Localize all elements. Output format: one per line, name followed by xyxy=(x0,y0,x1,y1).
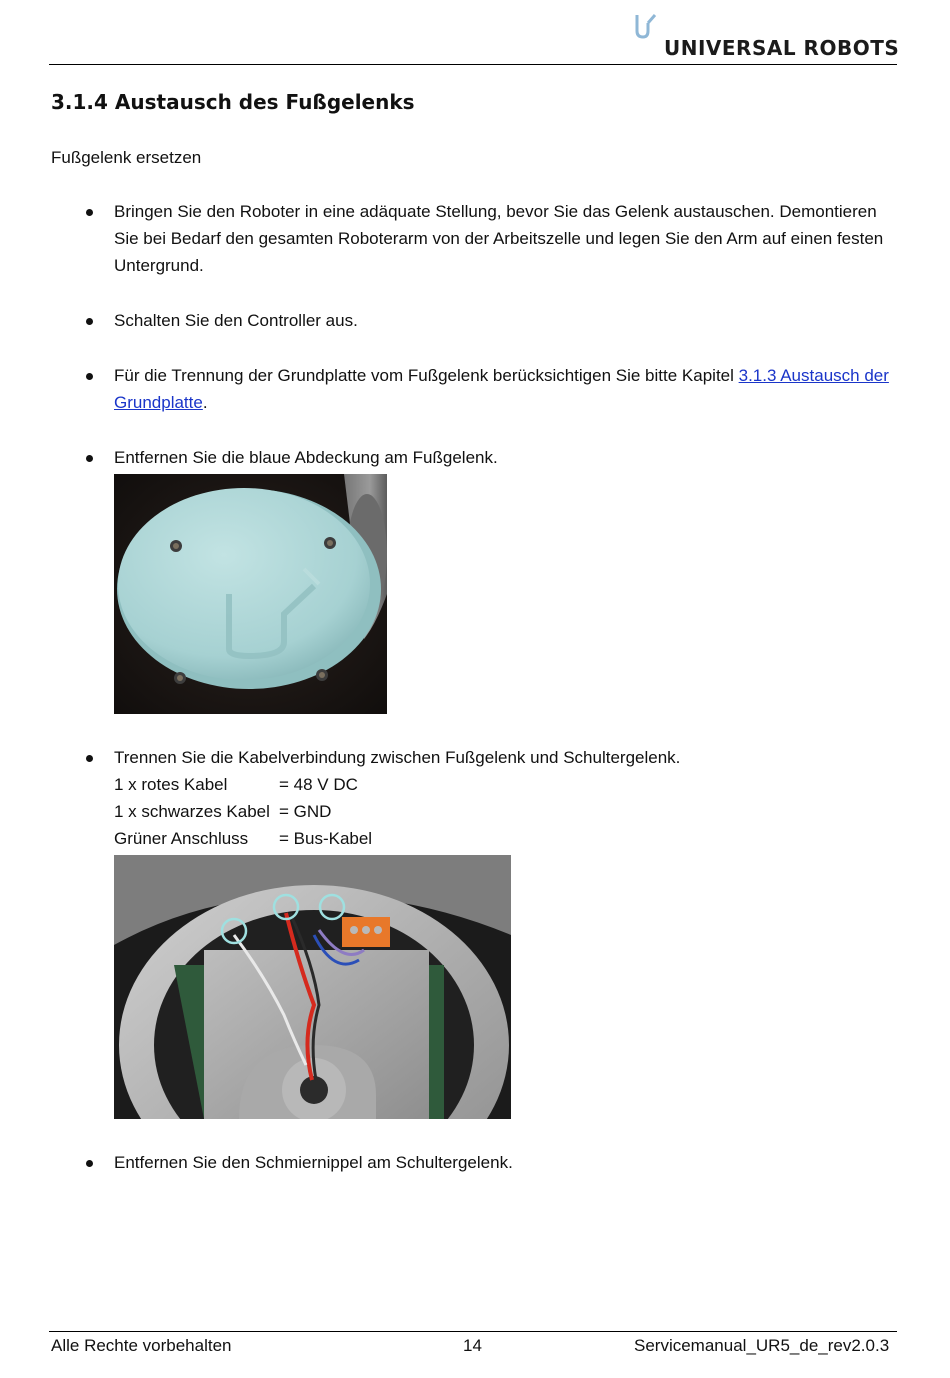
bullet-icon xyxy=(86,373,93,380)
step-text-part: . xyxy=(202,393,208,412)
bullet-icon xyxy=(86,755,93,762)
step-text-part: Für die Trennung der Grundplatte vom Fußgelenk berücksichtigen Sie bitte Kapitel xyxy=(114,366,739,385)
ur-logo-icon xyxy=(634,14,658,40)
cable-value: = Bus-Kabel xyxy=(279,829,373,848)
bullet-icon xyxy=(86,209,93,216)
cable-value: = 48 V DC xyxy=(279,775,358,794)
step-text: Entfernen Sie die blaue Abdeckung am Fußgelenk. xyxy=(114,448,498,467)
bullet-icon xyxy=(86,318,93,325)
brand-name: UNIVERSAL ROBOTS xyxy=(664,36,900,60)
subheading: Fußgelenk ersetzen xyxy=(51,148,202,167)
step-text: Trennen Sie die Kabelverbindung zwischen Fußgelenk und Schultergelenk. xyxy=(114,748,681,767)
header-divider xyxy=(49,64,897,65)
cable-value: = GND xyxy=(279,802,332,821)
bullet-icon xyxy=(86,455,93,462)
brand-logo xyxy=(634,14,900,60)
step-text: Bringen Sie den Roboter in eine adäquate Stellung, bevor Sie das Gelenk austauschen. Demontieren Sie bei Bedarf den gesamten Roboterarm von der Arbeitszelle und legen Sie den Arm auf einen festen Untergrund. xyxy=(114,202,884,275)
step-text: Schalten Sie den Controller aus. xyxy=(114,311,358,330)
footer-copyright: Alle Rechte vorbehalten xyxy=(51,1336,232,1355)
cable-label: 1 x rotes Kabel xyxy=(114,775,228,794)
step-text: Entfernen Sie den Schmiernippel am Schultergelenk. xyxy=(114,1153,513,1172)
step-text xyxy=(114,362,889,416)
chapter-link[interactable]: 3.1.3 Austausch der Grundplatte xyxy=(114,366,889,412)
cable-label: Grüner Anschluss xyxy=(114,829,249,848)
cable-connection-photo xyxy=(114,855,511,1119)
page-number: 14 xyxy=(463,1336,482,1355)
section-heading: 3.1.4 Austausch des Fußgelenks xyxy=(51,90,415,114)
blue-cover-photo xyxy=(114,474,387,714)
document-id: Servicemanual_UR5_de_rev2.0.3 xyxy=(634,1336,890,1355)
bullet-icon xyxy=(86,1160,93,1167)
cable-label: 1 x schwarzes Kabel xyxy=(114,802,270,821)
